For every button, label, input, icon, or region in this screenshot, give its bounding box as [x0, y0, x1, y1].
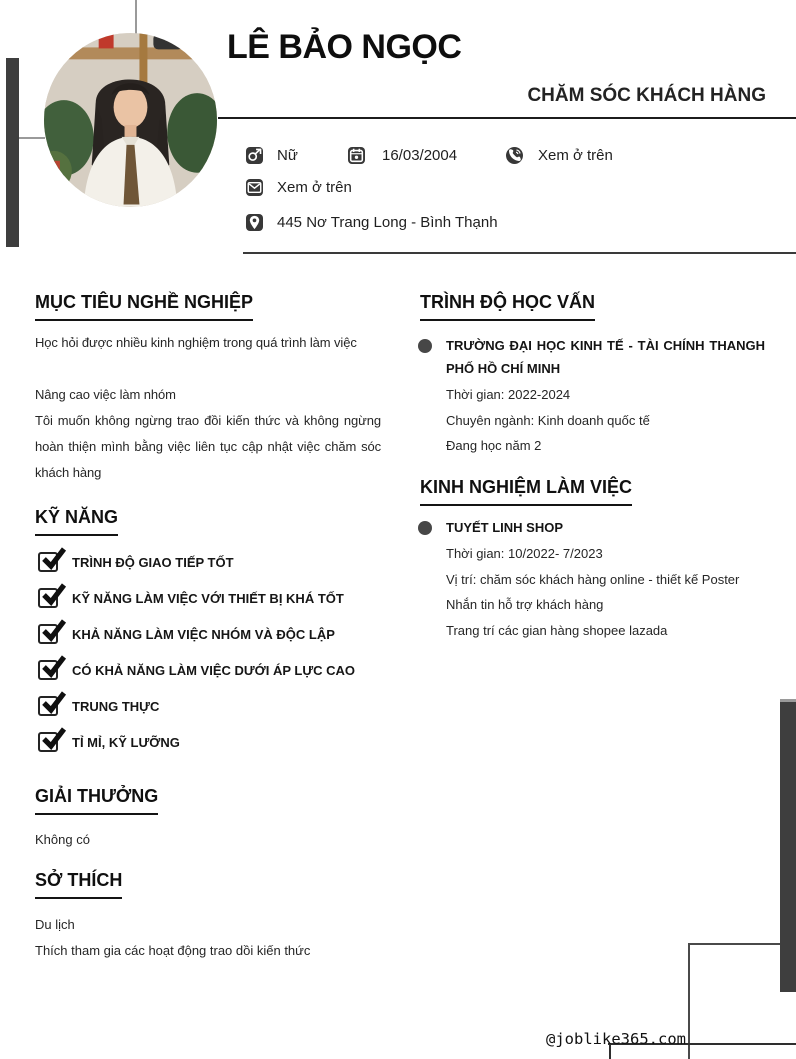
skill-item	[38, 588, 355, 608]
right-edge-bar	[780, 702, 796, 992]
checkbox-checked-icon	[38, 696, 58, 716]
address-value: 445 Nơ Trang Long - Bình Thạnh	[277, 214, 498, 231]
contact-divider	[243, 252, 796, 254]
experience-detail-line: Thời gian: 10/2022- 7/2023	[446, 546, 603, 561]
education-entry	[446, 334, 768, 459]
experience-detail-line: Trang trí các gian hàng shopee lazada	[446, 622, 668, 638]
objective-paragraph: Học hỏi được nhiều kinh nghiệm trong quá trình làm việc	[35, 335, 357, 350]
experience-title: TUYẾT LINH SHOP	[446, 520, 564, 535]
experience-entry	[446, 516, 768, 643]
award-item: Không có	[35, 832, 90, 847]
skill-label: KỸ NĂNG LÀM VIỆC VỚI THIẾT BỊ KHÁ TỐT	[72, 590, 344, 606]
section-heading-hobbies: SỞ THÍCH	[35, 869, 122, 899]
header-divider	[218, 117, 796, 119]
location-icon	[246, 214, 263, 231]
section-heading-experience: KINH NGHIỆM LÀM VIỆC	[420, 476, 632, 506]
education-detail-line: Chuyên ngành: Kinh doanh quốc tế	[446, 412, 650, 428]
watermark: @joblike365.com	[546, 1030, 686, 1048]
objective-paragraph: Nâng cao việc làm nhóm	[35, 387, 176, 402]
education-title: TRƯỜNG ĐẠI HỌC KINH TẾ - TÀI CHÍNH THANGH PHỐ HỒ CHÍ MINH	[446, 338, 765, 376]
skill-label: TRUNG THỰC	[72, 698, 160, 714]
skill-label: KHẢ NĂNG LÀM VIỆC NHÓM VÀ ĐỘC LẬP	[72, 626, 335, 642]
section-heading-awards: GIẢI THƯỞNG	[35, 785, 158, 815]
email-value: Xem ở trên	[277, 179, 352, 196]
skill-label: CÓ KHẢ NĂNG LÀM VIỆC DƯỚI ÁP LỰC CAO	[72, 662, 356, 678]
skill-item	[38, 696, 355, 716]
gender-value: Nữ	[277, 147, 298, 164]
hobby-item: Thích tham gia các hoạt động trao dồi kiến thức	[35, 943, 311, 958]
bullet-icon	[418, 521, 432, 535]
experience-details	[446, 541, 786, 643]
profile-photo	[44, 33, 217, 207]
corner-frame-vertical-line	[688, 943, 690, 1059]
skill-item	[38, 660, 355, 680]
experience-detail-line: Nhắn tin hỗ trợ khách hàng	[446, 597, 604, 612]
dob-value: 16/03/2004	[382, 147, 458, 164]
section-heading-objective: MỤC TIÊU NGHỀ NGHIỆP	[35, 291, 253, 321]
profile-photo-illustration	[44, 33, 217, 207]
email-icon	[246, 179, 263, 196]
left-edge-bar	[6, 58, 19, 247]
skill-item	[38, 732, 355, 752]
left-horizontal-line	[19, 137, 45, 139]
hobby-item: Du lịch	[35, 917, 75, 932]
education-details	[446, 382, 786, 459]
objective-paragraph: Tôi muốn không ngừng trao đồi kiến thức và không ngừng hoàn thiện mình bằng việc liên tục cập nhật việc chăm sóc khách hàng	[35, 413, 381, 480]
skill-item	[38, 624, 355, 644]
checkbox-checked-icon	[38, 732, 58, 752]
checkbox-checked-icon	[38, 588, 58, 608]
gender-icon	[246, 147, 263, 164]
corner-frame-horizontal-line	[688, 943, 780, 945]
checkbox-checked-icon	[38, 624, 58, 644]
section-heading-skills: KỸ NĂNG	[35, 506, 118, 536]
skills-list	[38, 552, 355, 768]
checkbox-checked-icon	[38, 660, 58, 680]
checkbox-checked-icon	[38, 552, 58, 572]
top-vertical-line	[135, 0, 137, 34]
education-detail-line: Đang học năm 2	[446, 438, 542, 453]
skill-label: TRÌNH ĐỘ GIAO TIẾP TỐT	[72, 554, 234, 570]
education-detail-line: Thời gian: 2022-2024	[446, 387, 571, 402]
phone-value: Xem ở trên	[538, 147, 613, 164]
experience-detail-line: Vị trí: chăm sóc khách hàng online - thiết kế Poster	[446, 571, 740, 587]
job-title: CHĂM SÓC KHÁCH HÀNG	[527, 85, 766, 106]
calendar-icon	[348, 147, 365, 164]
page-title-name: LÊ BẢO NGỌC	[227, 28, 462, 66]
skill-label: TỈ MỈ, KỸ LƯỠNG	[72, 734, 180, 750]
section-heading-education: TRÌNH ĐỘ HỌC VẤN	[420, 291, 595, 321]
phone-icon	[506, 147, 523, 164]
bullet-icon	[418, 339, 432, 353]
skill-item	[38, 552, 355, 572]
